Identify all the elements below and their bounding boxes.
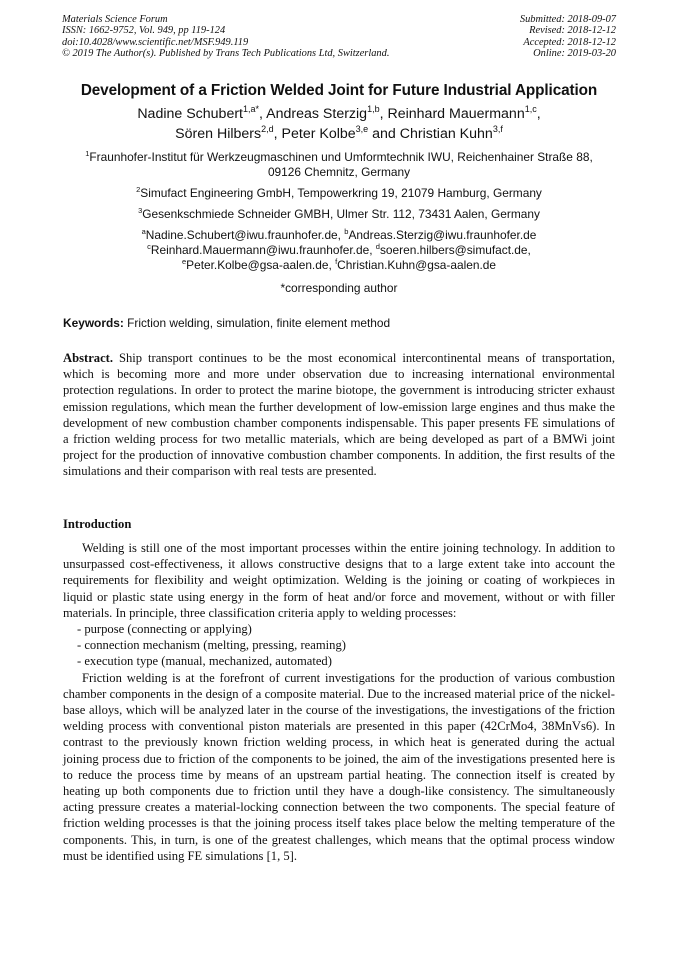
journal-name: Materials Science Forum (62, 14, 168, 25)
abstract (63, 350, 615, 480)
affiliation-1 (0, 150, 678, 180)
email-address[interactable]: Reinhard.Mauermann@iwu.fraunhofer.de, (150, 243, 376, 258)
publication-dates (520, 14, 616, 60)
author-name: Andreas Sterzig (266, 106, 368, 122)
submitted-date: Submitted: 2018-09-07 (519, 14, 616, 25)
affiliation-3 (0, 207, 678, 222)
affiliation-line: 09126 Chemnitz, Germany (267, 165, 411, 180)
affiliation-sup: 2 (136, 185, 141, 194)
email-address[interactable]: soeren.hilbers@simufact.de, (379, 243, 531, 258)
author-sup: 1,b (367, 104, 380, 114)
email-sup: a (141, 227, 146, 236)
author-name: Nadine Schubert (137, 106, 243, 122)
paragraph: Friction welding is at the forefront of current investigations for the production of various combustion chamber components in the design of a composite material. Due to the increased material price of the nickel-base alloys, which will be analyzed later in the course of the investigations, the investigations of the friction welding process with conventional piston materials are presented in this paper (42CrMo4, 38MnVs6). In contrast to the previously known friction welding process, in which heat is generated during the actual joining process due to friction of the components to be joined, the aim of the investigations presented here is to reduce the process time by means of an upstream partial heating. The connection itself is created by heating up both components due to friction until they have a dough-like consistency. The simultaneously acting pressure creates a material-locking connection between the two components. The special feature of friction welding processes is that the joining process itself takes place below the melting temperature of the components. This, in turn, is one of the greatest challenges, which means that the optimal process window must be identified using FE simulations [1, 5]. (63, 670, 615, 863)
online-date: Online: 2019-03-20 (533, 48, 616, 60)
journal-info (62, 14, 389, 60)
affiliation-sup: 3 (138, 206, 143, 215)
affiliation-line: Gesenkschmiede Schneider GMBH, Ulmer Str. 112, 73431 Aalen, Germany (142, 207, 540, 221)
abstract-text: Ship transport continues to be the most economical intercontinental means of transportation, which is becoming more and more under observation due to increasing international environmental protection regulations. In order to protect the marine biotope, the government is introducing stricter exhaust emission regulations, which mean the further development of low-emission large engines and thus make the development of new combustion chamber components indispensable. This paper presents FE simulations of a friction welding process for two metallic materials, which are being developed as part of a BMWi joint project for the production of innovative combustion chamber components. In addition, the first results of the simulations and their comparison with real tests are presented. (63, 351, 615, 479)
revised-date: Revised: 2018-12-12 (529, 25, 616, 37)
email-address[interactable]: Christian.Kuhn@gsa-aalen.de (337, 258, 496, 273)
email-address[interactable]: Nadine.Schubert@iwu.fraunhofer.de, (145, 228, 345, 242)
email-sup: b (344, 227, 349, 236)
paragraph: Welding is still one of the most important processes within the entire joining technology. In addition to unsurpassed cost-effectiveness, it allows constructive designs that to a large extent take into account the requirements for flexibility and weight optimization. Welding is the joining or coating of workpieces in liquid or plastic state using energy in the form of heat and/or force and movement, without or with filler materials. In principle, three classification criteria apply to welding processes: (63, 541, 615, 620)
corresponding-author-note: *corresponding author (280, 281, 398, 295)
email-address[interactable]: Peter.Kolbe@gsa-aalen.de, (186, 258, 336, 273)
list-item: - execution type (manual, mechanized, automated) (77, 654, 332, 669)
list-item: - connection mechanism (melting, pressing, reaming) (77, 638, 346, 653)
email-sup: e (181, 257, 187, 267)
author-sep: , (273, 125, 282, 142)
author-sup: 2,d (261, 123, 274, 134)
author-sup: 1,c (524, 104, 537, 114)
author-name: Christian Kuhn (399, 125, 493, 142)
doi-line: doi:10.4028/www.scientific.net/MSF.949.119 (62, 36, 249, 48)
author-sep: , (259, 106, 267, 122)
affiliation-line: Simufact Engineering GmbH, Tempowerkring 19, 21079 Hamburg, Germany (140, 186, 542, 200)
author-sup: 3,e (355, 123, 369, 134)
introduction-body (63, 540, 615, 864)
email-list (0, 228, 678, 273)
author-list (0, 105, 678, 144)
author-name: Reinhard Mauermann (387, 106, 525, 122)
keywords-text: Friction welding, simulation, finite element method (123, 316, 391, 330)
email-sup: d (375, 242, 380, 252)
affiliation-line: Fraunhofer-Institut für Werkzeugmaschinen und Umformtechnik IWU, Reichenhainer Straße 88, (89, 150, 593, 164)
copyright-line: © 2019 The Author(s). Published by Trans Tech Publications Ltd, Switzerland. (62, 48, 390, 60)
keywords-label: Keywords: (63, 316, 124, 330)
author-name: Peter Kolbe (281, 125, 356, 142)
abstract-label: Abstract. (63, 351, 114, 365)
keywords (63, 316, 390, 330)
classification-list (63, 621, 615, 670)
affiliation-2 (0, 186, 678, 201)
author-sup: 1,a* (243, 104, 260, 114)
email-sup: c (147, 242, 151, 252)
author-sep: , (536, 106, 541, 122)
author-sep: , (379, 106, 388, 122)
section-title-introduction: Introduction (63, 517, 132, 531)
issn-line: ISSN: 1662-9752, Vol. 949, pp 119-124 (62, 25, 226, 37)
email-sup: f (335, 257, 338, 267)
author-sep: and (368, 125, 400, 142)
affiliation-sup: 1 (85, 149, 90, 158)
paper-title: Development of a Friction Welded Joint for Future Industrial Application (80, 82, 598, 99)
accepted-date: Accepted: 2018-12-12 (523, 36, 616, 48)
email-address[interactable]: Andreas.Sterzig@iwu.fraunhofer.de (348, 228, 537, 242)
list-item: - purpose (connecting or applying) (77, 622, 252, 637)
author-sup: 3,f (492, 123, 503, 134)
author-name: Sören Hilbers (175, 125, 262, 142)
